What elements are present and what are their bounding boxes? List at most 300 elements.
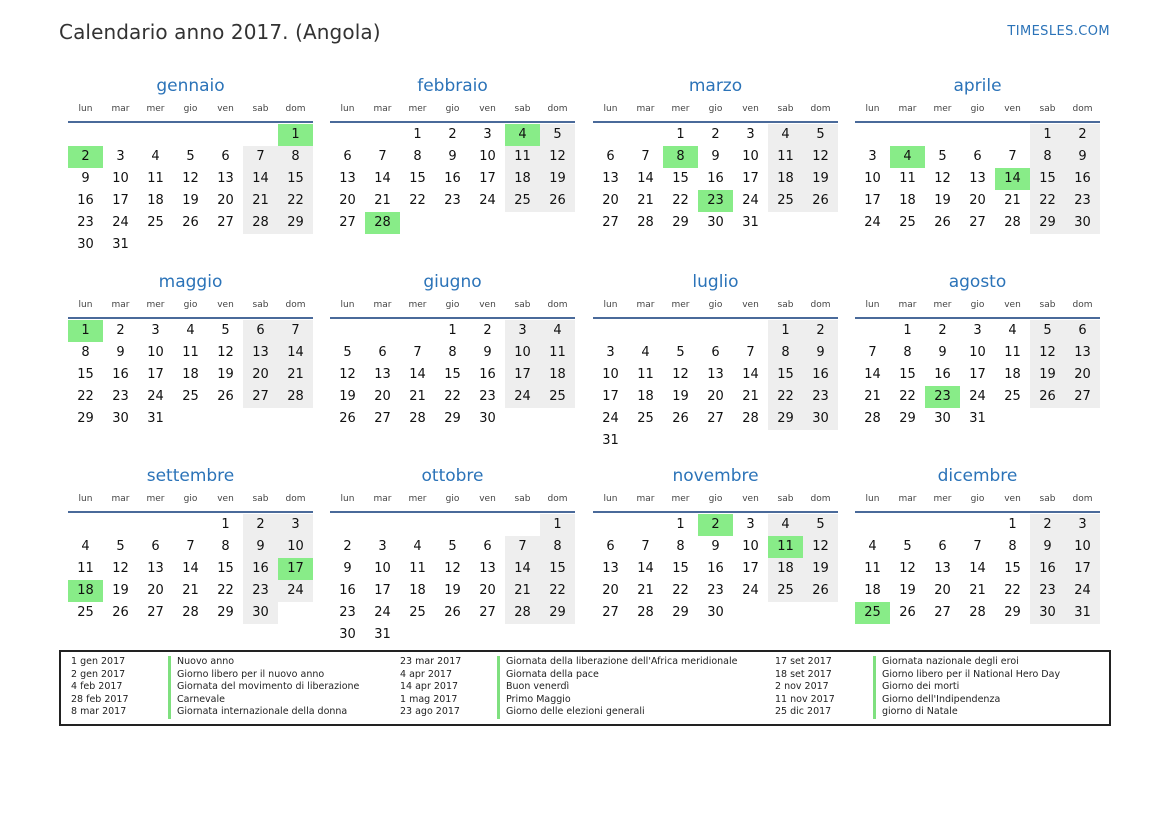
day-cell: 10	[742, 149, 759, 164]
legend-holiday-name: Giornata nazionale degli eroi	[873, 656, 1019, 669]
day-cell: 22	[672, 583, 689, 598]
month-settembre	[68, 464, 313, 646]
weekday-label: mer	[933, 494, 952, 504]
legend-date: 8 mar 2017	[71, 706, 127, 718]
legend-holiday-name: Giornata della pace	[497, 669, 599, 682]
day-cell-holiday: 2	[68, 146, 103, 168]
weekday-label: lun	[340, 494, 355, 504]
day-cell: 30	[77, 237, 94, 252]
day-cell: 12	[217, 345, 234, 360]
weekday-label: ven	[217, 494, 234, 504]
day-cell: 2	[711, 127, 720, 142]
day-cell: 16	[112, 367, 129, 382]
header-divider	[593, 121, 838, 123]
header-divider	[330, 121, 575, 123]
day-cell: 2	[243, 514, 278, 536]
weekday-label: mer	[146, 300, 165, 310]
day-cell: 29	[672, 605, 689, 620]
weekday-label: lun	[865, 494, 880, 504]
weekday-label: dom	[810, 494, 831, 504]
day-cell: 12	[803, 146, 838, 168]
month-name: gennaio	[156, 76, 225, 96]
day-cell: 2	[1030, 514, 1065, 536]
weekday-label: ven	[479, 494, 496, 504]
page-title: Calendario anno 2017. (Angola)	[59, 20, 381, 44]
day-cell-holiday: 17	[278, 558, 313, 580]
day-cell: 28	[637, 605, 654, 620]
day-cell: 28	[969, 605, 986, 620]
day-cell: 16	[707, 561, 724, 576]
day-cell: 8	[81, 345, 90, 360]
day-cell: 14	[278, 342, 313, 364]
month-agosto	[855, 270, 1100, 452]
day-cell: 7	[868, 345, 877, 360]
day-cell: 30	[707, 215, 724, 230]
day-cell: 22	[278, 190, 313, 212]
day-cell: 9	[938, 345, 947, 360]
weekday-label: dom	[285, 104, 306, 114]
day-cell: 17	[742, 561, 759, 576]
day-cell: 11	[182, 345, 199, 360]
day-cell: 28	[637, 215, 654, 230]
weekday-label: gio	[708, 300, 723, 310]
day-cell: 27	[217, 215, 234, 230]
weekday-label: sab	[1039, 104, 1056, 114]
legend-holiday-name: Giornata internazionale della donna	[168, 706, 347, 719]
day-cell: 27	[969, 215, 986, 230]
day-cell: 29	[1030, 212, 1065, 234]
day-cell: 28	[864, 411, 881, 426]
day-cell: 11	[864, 561, 881, 576]
month-gennaio	[68, 74, 313, 256]
day-cell: 25	[540, 386, 575, 408]
weekday-header	[593, 298, 838, 316]
day-cell: 21	[182, 583, 199, 598]
month-febbraio	[330, 74, 575, 256]
header-divider	[330, 317, 575, 319]
weekday-label: gio	[708, 494, 723, 504]
day-cell: 10	[147, 345, 164, 360]
month-novembre	[593, 464, 838, 646]
day-cell: 21	[1004, 193, 1021, 208]
weekday-label: gio	[970, 300, 985, 310]
day-cell: 18	[864, 583, 881, 598]
day-cell: 20	[934, 583, 951, 598]
day-cell: 11	[409, 561, 426, 576]
day-cell: 12	[444, 561, 461, 576]
day-cell: 15	[768, 364, 803, 386]
day-cell: 28	[278, 386, 313, 408]
day-cell: 24	[969, 389, 986, 404]
day-cell-holiday: 23	[925, 386, 960, 408]
legend-date: 17 set 2017	[775, 656, 832, 667]
day-cell: 24	[602, 411, 619, 426]
day-cell: 29	[77, 411, 94, 426]
day-cell: 22	[409, 193, 426, 208]
day-cell: 16	[1065, 168, 1100, 190]
day-cell: 17	[147, 367, 164, 382]
day-cell: 4	[768, 124, 803, 146]
day-cell: 13	[602, 561, 619, 576]
day-cell: 20	[217, 193, 234, 208]
day-cell: 25	[768, 190, 803, 212]
weekday-label: mer	[408, 494, 427, 504]
day-cell: 12	[899, 561, 916, 576]
day-cell: 6	[221, 149, 230, 164]
weekday-label: sab	[777, 494, 794, 504]
weekday-label: dom	[1072, 300, 1093, 310]
weekday-label: mar	[373, 104, 392, 114]
legend-date: 4 apr 2017	[400, 668, 453, 680]
weekday-label: ven	[742, 300, 759, 310]
day-cell: 8	[903, 345, 912, 360]
day-cell: 30	[1065, 212, 1100, 234]
day-cell: 14	[409, 367, 426, 382]
legend-date: 23 ago 2017	[400, 706, 460, 718]
day-cell: 16	[1030, 558, 1065, 580]
weekday-label: dom	[1072, 104, 1093, 114]
day-cell: 14	[864, 367, 881, 382]
weekday-label: mar	[636, 104, 655, 114]
day-cell: 13	[602, 171, 619, 186]
day-grid	[593, 514, 838, 646]
weekday-header	[855, 492, 1100, 510]
day-cell: 2	[448, 127, 457, 142]
day-cell: 1	[413, 127, 422, 142]
day-cell-holiday: 4	[890, 146, 925, 168]
day-cell: 25	[182, 389, 199, 404]
day-cell: 23	[444, 193, 461, 208]
day-cell: 4	[1008, 323, 1017, 338]
day-cell: 4	[186, 323, 195, 338]
day-cell: 17	[969, 367, 986, 382]
legend-holiday-name: Carnevale	[168, 694, 225, 707]
day-grid	[593, 124, 838, 256]
day-cell-holiday: 23	[698, 190, 733, 212]
day-cell: 18	[147, 193, 164, 208]
weekday-label: mar	[898, 104, 917, 114]
day-cell: 26	[339, 411, 356, 426]
day-cell: 27	[479, 605, 496, 620]
day-cell: 29	[768, 408, 803, 430]
day-cell: 26	[1030, 386, 1065, 408]
day-cell: 13	[374, 367, 391, 382]
day-grid	[330, 124, 575, 256]
day-cell: 6	[606, 539, 615, 554]
day-cell: 1	[1030, 124, 1065, 146]
day-cell: 24	[147, 389, 164, 404]
day-cell: 14	[637, 561, 654, 576]
day-cell: 10	[374, 561, 391, 576]
weekday-label: lun	[78, 104, 93, 114]
day-cell: 10	[112, 171, 129, 186]
day-cell: 7	[243, 146, 278, 168]
day-cell: 11	[637, 367, 654, 382]
day-cell: 23	[77, 215, 94, 230]
weekday-label: mer	[146, 494, 165, 504]
weekday-label: mar	[111, 300, 130, 310]
weekday-label: ven	[1004, 104, 1021, 114]
day-cell: 12	[339, 367, 356, 382]
legend-holiday-name: Primo Maggio	[497, 694, 571, 707]
day-cell: 27	[147, 605, 164, 620]
day-cell: 7	[641, 149, 650, 164]
day-cell: 19	[1030, 364, 1065, 386]
brand-link[interactable]: TIMESLES.COM	[1007, 24, 1110, 39]
day-grid	[855, 320, 1100, 452]
day-cell-holiday: 1	[68, 320, 103, 342]
legend-date: 2 gen 2017	[71, 668, 126, 680]
day-cell: 31	[1065, 602, 1100, 624]
day-cell: 7	[505, 536, 540, 558]
day-cell: 16	[339, 583, 356, 598]
day-cell: 1	[676, 517, 685, 532]
day-cell: 5	[903, 539, 912, 554]
day-cell: 30	[707, 605, 724, 620]
day-cell: 29	[278, 212, 313, 234]
day-cell: 25	[409, 605, 426, 620]
weekday-label: sab	[252, 494, 269, 504]
month-name: settembre	[146, 466, 235, 486]
weekday-label: sab	[1039, 300, 1056, 310]
legend-date: 25 dic 2017	[775, 706, 832, 718]
day-cell: 13	[707, 367, 724, 382]
weekday-label: ven	[1004, 300, 1021, 310]
day-cell: 2	[116, 323, 125, 338]
legend-date: 2 nov 2017	[775, 681, 829, 693]
day-cell: 15	[899, 367, 916, 382]
day-cell: 7	[413, 345, 422, 360]
day-cell: 26	[444, 605, 461, 620]
header-divider	[330, 511, 575, 513]
day-cell: 6	[378, 345, 387, 360]
day-cell: 27	[602, 605, 619, 620]
day-cell: 3	[483, 127, 492, 142]
header-divider	[855, 317, 1100, 319]
day-cell: 29	[672, 215, 689, 230]
weekday-header	[330, 492, 575, 510]
day-cell-holiday: 18	[68, 580, 103, 602]
day-cell: 9	[711, 539, 720, 554]
day-cell: 28	[1004, 215, 1021, 230]
weekday-label: mar	[373, 300, 392, 310]
weekday-label: mar	[636, 300, 655, 310]
day-cell: 24	[742, 583, 759, 598]
weekday-label: ven	[1004, 494, 1021, 504]
day-cell: 11	[147, 171, 164, 186]
weekday-label: dom	[547, 494, 568, 504]
day-cell: 4	[151, 149, 160, 164]
day-cell: 25	[768, 580, 803, 602]
legend-date: 28 feb 2017	[71, 693, 129, 705]
day-cell: 4	[768, 514, 803, 536]
weekday-label: dom	[810, 104, 831, 114]
day-cell: 27	[934, 605, 951, 620]
day-cell: 17	[112, 193, 129, 208]
day-cell: 4	[413, 539, 422, 554]
day-cell: 29	[444, 411, 461, 426]
day-cell-holiday: 1	[278, 124, 313, 146]
day-cell: 27	[1065, 386, 1100, 408]
day-cell: 26	[182, 215, 199, 230]
day-cell: 24	[864, 215, 881, 230]
month-name: novembre	[672, 466, 759, 486]
day-cell: 21	[278, 364, 313, 386]
month-name: agosto	[948, 272, 1007, 292]
weekday-label: gio	[970, 494, 985, 504]
day-cell-holiday: 2	[698, 514, 733, 536]
day-cell: 21	[637, 583, 654, 598]
legend-holiday-name: Giornata della liberazione dell'Africa meridionale	[497, 656, 738, 669]
day-cell: 6	[243, 320, 278, 342]
day-cell: 27	[602, 215, 619, 230]
day-cell: 8	[540, 536, 575, 558]
header-divider	[68, 317, 313, 319]
day-cell: 4	[868, 539, 877, 554]
day-cell: 1	[221, 517, 230, 532]
month-name: aprile	[953, 76, 1002, 96]
day-cell: 26	[672, 411, 689, 426]
day-cell: 14	[182, 561, 199, 576]
day-cell: 18	[768, 558, 803, 580]
weekday-label: ven	[742, 494, 759, 504]
day-cell: 9	[448, 149, 457, 164]
weekday-header	[855, 298, 1100, 316]
legend-holiday-name: Giorno dei morti	[873, 681, 959, 694]
day-cell: 19	[217, 367, 234, 382]
month-name: luglio	[692, 272, 739, 292]
day-cell: 17	[742, 171, 759, 186]
header-divider	[68, 121, 313, 123]
day-cell: 17	[602, 389, 619, 404]
weekday-label: lun	[340, 104, 355, 114]
day-cell: 13	[934, 561, 951, 576]
day-cell: 19	[803, 558, 838, 580]
day-cell: 19	[112, 583, 129, 598]
day-grid	[330, 320, 575, 452]
day-cell: 21	[864, 389, 881, 404]
day-cell: 26	[899, 605, 916, 620]
day-grid	[330, 514, 575, 646]
weekday-label: sab	[514, 104, 531, 114]
day-cell: 21	[374, 193, 391, 208]
day-cell: 10	[505, 342, 540, 364]
day-cell: 9	[711, 149, 720, 164]
day-cell: 23	[803, 386, 838, 408]
day-cell: 20	[243, 364, 278, 386]
day-cell: 9	[1030, 536, 1065, 558]
legend-holiday-name: Giorno dell'Indipendenza	[873, 694, 1000, 707]
day-cell: 11	[899, 171, 916, 186]
day-cell: 30	[1030, 602, 1065, 624]
day-cell: 15	[278, 168, 313, 190]
day-cell: 21	[505, 580, 540, 602]
weekday-label: lun	[78, 494, 93, 504]
weekday-label: ven	[479, 104, 496, 114]
day-cell: 5	[343, 345, 352, 360]
day-cell: 31	[602, 433, 619, 448]
legend-date: 1 gen 2017	[71, 656, 126, 667]
day-cell: 19	[339, 389, 356, 404]
day-cell: 31	[969, 411, 986, 426]
day-cell: 31	[374, 627, 391, 642]
day-cell: 12	[803, 536, 838, 558]
day-cell: 29	[217, 605, 234, 620]
day-cell: 3	[868, 149, 877, 164]
day-cell: 16	[77, 193, 94, 208]
weekday-label: sab	[1039, 494, 1056, 504]
day-cell: 15	[409, 171, 426, 186]
weekday-label: gio	[708, 104, 723, 114]
weekday-label: lun	[603, 104, 618, 114]
legend-date: 14 apr 2017	[400, 681, 459, 693]
day-cell: 28	[409, 411, 426, 426]
header-divider	[855, 121, 1100, 123]
weekday-label: sab	[777, 104, 794, 114]
weekday-header	[593, 102, 838, 120]
weekday-label: lun	[865, 300, 880, 310]
day-cell: 23	[707, 583, 724, 598]
day-cell: 16	[243, 558, 278, 580]
day-cell: 2	[343, 539, 352, 554]
day-cell: 12	[540, 146, 575, 168]
day-cell: 25	[505, 190, 540, 212]
day-cell: 24	[479, 193, 496, 208]
day-cell: 1	[448, 323, 457, 338]
day-cell: 26	[540, 190, 575, 212]
day-cell: 5	[803, 514, 838, 536]
day-cell: 24	[1065, 580, 1100, 602]
day-cell: 18	[182, 367, 199, 382]
day-cell: 10	[742, 539, 759, 554]
weekday-label: mar	[111, 104, 130, 114]
day-cell: 18	[899, 193, 916, 208]
day-cell-holiday: 14	[995, 168, 1030, 190]
header-divider	[855, 511, 1100, 513]
day-cell: 15	[77, 367, 94, 382]
weekday-label: gio	[445, 494, 460, 504]
day-grid	[855, 124, 1100, 256]
day-cell: 28	[505, 602, 540, 624]
day-cell: 14	[374, 171, 391, 186]
day-cell: 17	[505, 364, 540, 386]
weekday-label: dom	[285, 494, 306, 504]
day-cell: 24	[742, 193, 759, 208]
weekday-label: dom	[285, 300, 306, 310]
day-cell: 12	[182, 171, 199, 186]
month-name: ottobre	[421, 466, 484, 486]
day-cell: 31	[147, 411, 164, 426]
day-cell: 10	[1065, 536, 1100, 558]
day-cell: 24	[112, 215, 129, 230]
day-cell: 30	[479, 411, 496, 426]
legend-date: 23 mar 2017	[400, 656, 462, 667]
legend-holiday-name: Giorno libero per il nuovo anno	[168, 669, 324, 682]
day-cell: 5	[540, 124, 575, 146]
day-cell: 22	[899, 389, 916, 404]
weekday-header	[593, 492, 838, 510]
day-cell: 20	[147, 583, 164, 598]
day-cell: 14	[637, 171, 654, 186]
day-cell: 11	[768, 146, 803, 168]
weekday-label: sab	[514, 494, 531, 504]
day-cell: 25	[899, 215, 916, 230]
day-cell: 6	[938, 539, 947, 554]
day-cell: 17	[1065, 558, 1100, 580]
day-cell: 18	[540, 364, 575, 386]
day-cell: 1	[903, 323, 912, 338]
day-cell: 23	[339, 605, 356, 620]
